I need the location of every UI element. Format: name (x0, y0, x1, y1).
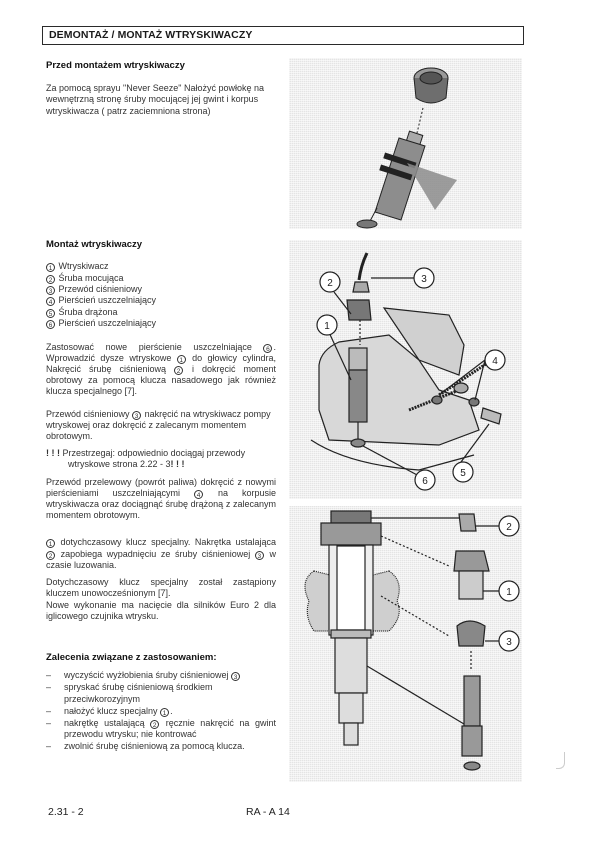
text: Zastosować nowe pierścienie uszczelniające (46, 341, 252, 352)
paragraph: Dotychczasowy klucz specjalny został zastąpiony kluczem unowocześnionym [7]. (46, 577, 276, 599)
text: Przewód ciśnieniowy (46, 408, 130, 419)
callout-number-icon: 2 (46, 275, 55, 284)
part-label: Pierścień uszczelniający (58, 295, 157, 306)
warning-marks: ! ! ! (46, 448, 60, 459)
paragraph (46, 409, 276, 443)
list-item (46, 273, 276, 284)
text: zapobiega wypadnięciu ze śruby ciśnieniowej (60, 548, 251, 559)
list-item (46, 284, 276, 295)
callout-number-icon: 1 (177, 355, 186, 364)
figure-injector-assembly (289, 240, 522, 499)
paragraph (46, 477, 276, 522)
text: zwolnić śrubę ciśnieniową za pomocą klucza. (64, 741, 245, 752)
section-heading: Przed montażem wtryskiwaczy (46, 60, 185, 71)
list-item (46, 261, 276, 272)
text: ręcznie nakręcić na gwint przewodu wtrysku; nie kontrować (64, 718, 276, 740)
section-mounting (46, 239, 276, 622)
assembly-illustration-icon (289, 240, 522, 499)
callout-number-icon: 3 (231, 672, 240, 681)
text: nakrętkę ustalającą (64, 718, 145, 729)
part-label: Wtryskiwacz (58, 261, 109, 272)
part-label: Pierścień uszczelniający (58, 318, 157, 329)
section-heading: Zalecenia związane z zastosowaniem: (46, 652, 217, 663)
callout-4: 4 (492, 356, 498, 367)
callout-number-icon: 2 (150, 720, 159, 729)
list-item (46, 295, 276, 306)
callout-3: 3 (421, 274, 427, 285)
figure-injector-section (289, 506, 522, 782)
callout-number-icon: 6 (263, 344, 272, 353)
scan-artifact-mark (556, 752, 565, 769)
section-recommendations (46, 652, 276, 754)
list-item (46, 706, 276, 717)
callout-number-icon: 2 (46, 551, 55, 560)
section-illustration-icon (289, 506, 522, 782)
text: nałożyć klucz specjalny (64, 705, 158, 716)
page-number: 2.31 - 2 (48, 806, 84, 818)
callout-number-icon: 1 (46, 539, 55, 548)
callout-number-icon: 1 (46, 263, 55, 272)
callout-number-icon: 2 (174, 366, 183, 375)
callout-number-icon: 3 (255, 551, 264, 560)
text: dotychczasowy klucz specjalny. Nakrętka ustalająca (60, 537, 276, 548)
callout-number-icon: 6 (46, 320, 55, 329)
warning-marks: ! ! ! (170, 459, 185, 470)
callout-number-icon: 3 (132, 411, 141, 420)
dash: – (46, 741, 52, 752)
list-item (46, 307, 276, 318)
dash: – (46, 682, 52, 693)
section-title-box (42, 26, 524, 45)
section-heading: Montaż wtryskiwaczy (46, 239, 143, 250)
figure-injector-coating (289, 58, 522, 229)
callout-number-icon: 4 (46, 297, 55, 306)
text: do głowicy cylindra, Nakręcić śrubę ciśnieniową (46, 352, 276, 375)
list-item (46, 718, 276, 740)
list-item (46, 318, 276, 329)
callout-1: 1 (324, 321, 330, 332)
callout-5: 5 (460, 468, 466, 479)
text: . Wprowadzić dysze wtryskowe (46, 341, 276, 363)
callout-number-icon: 3 (46, 286, 55, 295)
list-item (46, 682, 276, 704)
text: . (170, 705, 173, 716)
paragraph: Za pomocą sprayu "Never Seeze" Nałożyć powłokę na wewnętrzną stronę śruby mocującej jej gwint i korpus wtryskiwacza ( patrz zaciemniona strona) (46, 83, 264, 116)
injector-illustration-icon (289, 58, 522, 229)
callout-2: 2 (327, 278, 333, 289)
text: w czasie luzowania. (46, 548, 276, 570)
dash: – (46, 718, 52, 729)
part-label: Przewód ciśnieniowy (58, 284, 143, 295)
text: Przewód przelewowy (powrót paliwa) dokręcić z nowymi pierścieniami uszczelniającymi (46, 476, 276, 498)
text: na korpusie wtryskiwacza oraz dociągnąć śrubę drążoną z zalecanym momentem obrotowym. (46, 487, 276, 521)
page-title: DEMONTAŻ / MONTAŻ WTRYSKIWACZY (49, 29, 253, 41)
text: spryskać śrubę ciśnieniową środkiem przeciwkorozyjnym (64, 682, 213, 704)
callout-3: 3 (506, 637, 512, 648)
callout-number-icon: 4 (194, 490, 203, 499)
recommendation-list (46, 670, 276, 752)
text: wyczyścić wyżłobienia śruby ciśnieniowej (64, 670, 229, 681)
document-code: RA - A 14 (246, 806, 290, 818)
text: i dokręcić moment obrotowy za pomocą klucza nasadowego jak również klucza specjalnego [7]. (46, 364, 276, 397)
warning-text: Przestrzegaj: odpowiednio dociągaj przewody wtryskowe strona 2.22 - 3 (62, 448, 246, 470)
callout-6: 6 (422, 476, 428, 487)
callout-number-icon: 5 (46, 309, 55, 318)
part-label: Śruba mocująca (58, 272, 124, 283)
list-item (46, 670, 276, 681)
paragraph: Nowe wykonanie ma nacięcie dla silników Euro 2 dla iglicowego czujnika wtrysku. (46, 599, 276, 621)
list-item (46, 741, 276, 752)
paragraph (46, 537, 276, 571)
parts-list (46, 261, 276, 329)
section-before-mounting (46, 60, 276, 117)
paragraph (46, 342, 276, 398)
callout-1: 1 (506, 587, 512, 598)
callout-number-icon: 1 (160, 708, 169, 717)
part-label: Śruba drążona (58, 306, 118, 317)
text: nakręcić na wtryskiwacz pompy wtryskowej oraz dokręcić z zalecanym momentem obrotowym. (46, 408, 271, 442)
dash: – (46, 670, 52, 681)
dash: – (46, 705, 52, 716)
warning-note (46, 448, 276, 470)
callout-2: 2 (506, 522, 512, 533)
